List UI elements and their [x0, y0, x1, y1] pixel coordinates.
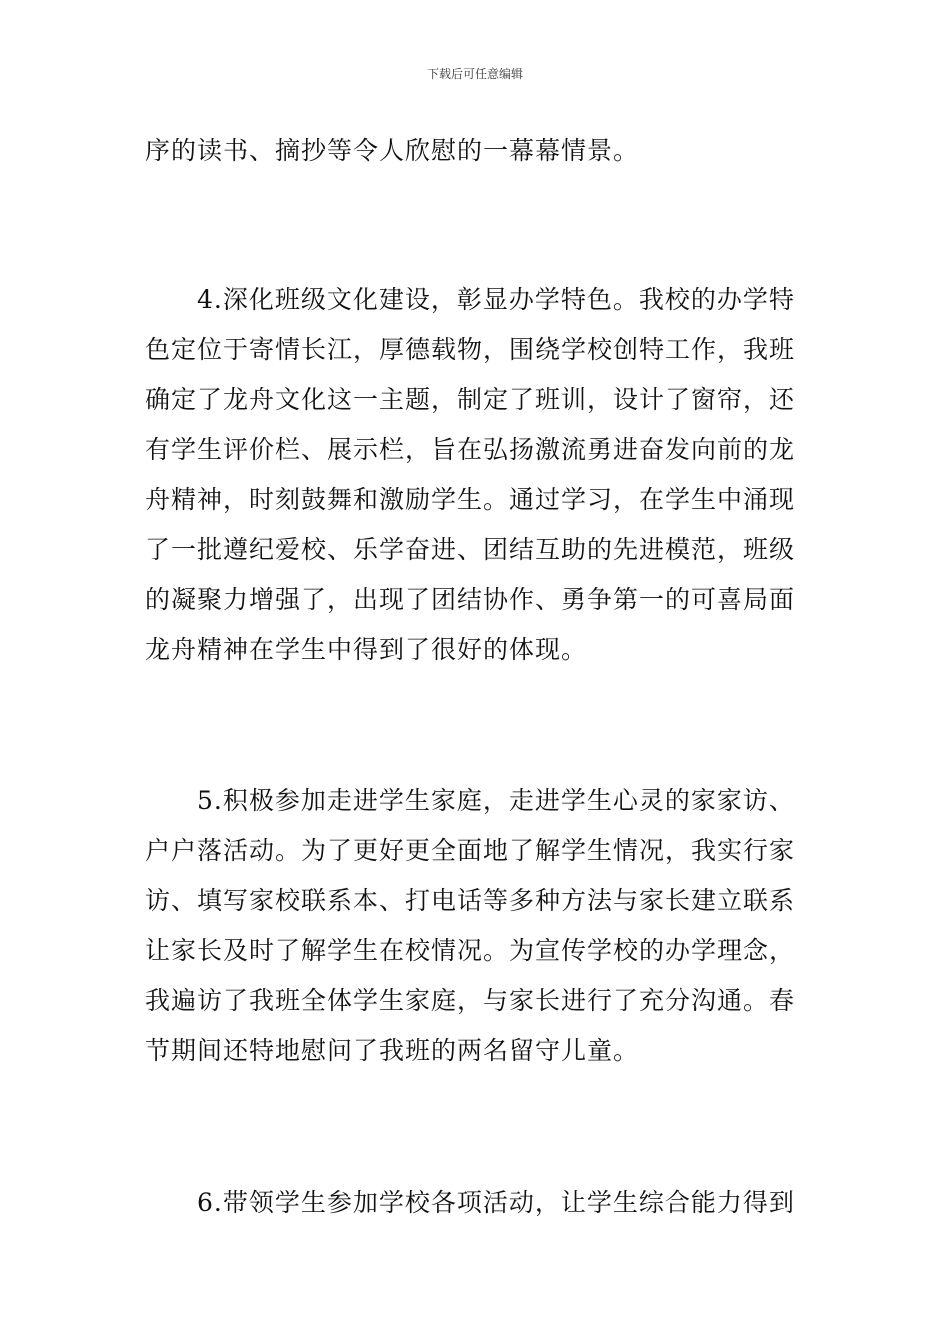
text-line-content: 4.深化班级文化建设，彰显办学特色。我校的办学特 [197, 285, 795, 314]
text-line: 舟精神，时刻鼓舞和激励学生。通过学习，在学生中涌现 [145, 485, 796, 514]
text-line: 访、填写家校联系本、打电话等多种方法与家长建立联系 [145, 886, 796, 915]
text-line: 户户落活动。为了更好更全面地了解学生情况，我实行家 [145, 836, 796, 865]
text-line [145, 1178, 809, 1228]
text-line-content: 6.带领学生参加学校各项活动，让学生综合能力得到 [197, 1188, 795, 1217]
text-line: 确定了龙舟文化这一主题，制定了班训，设计了窗帘，还 [145, 385, 796, 414]
text-line [145, 776, 809, 826]
text-line: 色定位于寄情长江，厚德载物，围绕学校创特工作，我班 [145, 335, 796, 364]
paragraph-6 [145, 1178, 809, 1228]
text-line: 我遍访了我班全体学生家庭，与家长进行了充分沟通。春 [145, 986, 796, 1015]
paragraph-continuation [145, 126, 809, 176]
text-line: 节期间还特地慰问了我班的两名留守儿童。 [145, 1036, 640, 1065]
paragraph-5 [145, 776, 809, 1076]
text-line-content: 5.积极参加走进学生家庭，走进学生心灵的家家访、 [197, 786, 795, 815]
text-line: 序的读书、摘抄等令人欣慰的一幕幕情景。 [145, 136, 640, 165]
text-line: 的凝聚力增强了，出现了团结协作、勇争第一的可喜局面 [145, 585, 796, 614]
text-line: 龙舟精神在学生中得到了很好的体现。 [145, 635, 588, 664]
text-line: 有学生评价栏、展示栏，旨在弘扬激流勇进奋发向前的龙 [145, 435, 796, 464]
page-header: 下载后可任意编辑 [426, 67, 523, 81]
paragraph-4 [145, 275, 809, 675]
text-line: 了一批遵纪爱校、乐学奋进、团结互助的先进模范，班级 [145, 535, 796, 564]
text-line: 让家长及时了解学生在校情况。为宣传学校的办学理念， [145, 936, 796, 965]
text-line [145, 275, 809, 325]
